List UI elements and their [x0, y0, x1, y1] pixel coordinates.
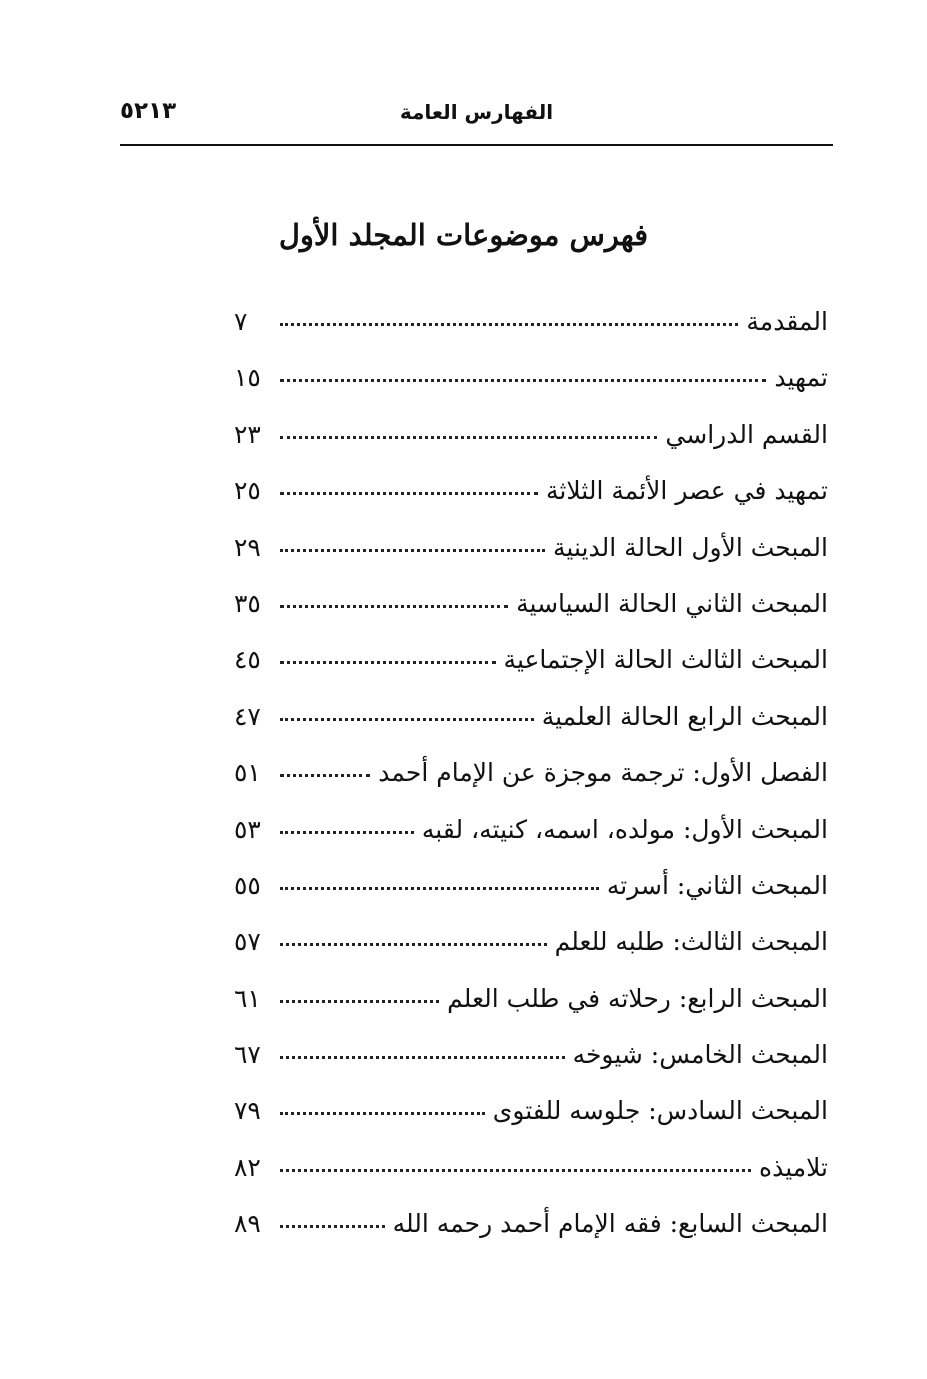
- toc-entry-page-number: ٤٧: [234, 701, 261, 731]
- toc-entry-page-number: ٥١: [234, 758, 261, 788]
- running-header: [120, 96, 833, 140]
- toc-entry-page-number: ١٥: [234, 363, 261, 393]
- toc-dot-leader: [280, 1112, 485, 1115]
- toc-dot-leader: [280, 549, 545, 552]
- running-header-page-number: ٥٢١٣: [120, 98, 177, 124]
- toc-entry-page-number: ٦١: [234, 983, 261, 1013]
- toc-entry: [234, 864, 828, 920]
- toc-dot-leader: [280, 718, 534, 721]
- toc-entry-label: المبحث الثاني الحالة السياسية: [516, 588, 828, 618]
- toc-entry-label: تلاميذه: [758, 1152, 828, 1182]
- toc-dot-leader: [280, 379, 766, 382]
- toc-entry-label: المبحث الثالث الحالة الإجتماعية: [503, 645, 828, 675]
- toc-entry: [234, 751, 828, 807]
- toc-entry-page-number: ٥٣: [234, 814, 261, 844]
- toc-entry-page-number: ٤٥: [234, 645, 261, 675]
- toc-dot-leader: [280, 887, 599, 890]
- toc-dot-leader: [280, 661, 496, 664]
- toc-entry: [234, 469, 828, 525]
- toc-entry-page-number: ٥٥: [234, 870, 261, 900]
- toc-entry: [234, 808, 828, 864]
- toc-entry: [234, 300, 828, 356]
- toc-dot-leader: [280, 831, 414, 834]
- toc-dot-leader: [280, 1056, 565, 1059]
- toc-entry-label: المبحث الثاني: أسرته: [606, 870, 828, 900]
- toc-entry-label: المبحث الخامس: شيوخه: [572, 1040, 828, 1070]
- toc-entry-label: المبحث الرابع: رحلاته في طلب العلم: [447, 983, 828, 1013]
- toc-entry-page-number: ٢٩: [234, 532, 261, 562]
- toc-entry-label: المبحث السادس: جلوسه للفتوى: [492, 1096, 828, 1126]
- toc-entry-page-number: ٥٧: [234, 927, 261, 957]
- toc-entry-label: المبحث الأول الحالة الدينية: [553, 532, 828, 562]
- toc-entry: [234, 526, 828, 582]
- toc-entry-page-number: ٢٣: [234, 419, 261, 449]
- toc-dot-leader: [280, 436, 657, 439]
- toc-entry: [234, 1089, 828, 1145]
- toc-entry: [234, 1146, 828, 1202]
- toc-entry-page-number: ٨٢: [234, 1152, 261, 1182]
- toc-entry-label: المبحث الأول: مولده، اسمه، كنيته، لقبه: [421, 814, 828, 844]
- toc-dot-leader: [280, 323, 738, 326]
- toc-entry-page-number: ٧: [234, 307, 248, 336]
- toc-entry-page-number: ٧٩: [234, 1096, 261, 1126]
- toc-entry: [234, 638, 828, 694]
- header-rule: [120, 144, 833, 146]
- toc-entry-label: الفصل الأول: ترجمة موجزة عن الإمام أحمد: [378, 758, 828, 788]
- toc-dot-leader: [280, 1000, 439, 1003]
- table-of-contents: [234, 300, 828, 1259]
- toc-entry-label: تمهيد: [774, 363, 828, 393]
- toc-entry: [234, 1202, 828, 1258]
- toc-dot-leader: [280, 774, 370, 777]
- toc-dot-leader: [280, 492, 538, 495]
- running-header-title: الفهارس العامة: [399, 100, 554, 124]
- toc-entry-label: المبحث السابع: فقه الإمام أحمد رحمه الله: [392, 1209, 828, 1239]
- section-title: فهرس موضوعات المجلد الأول: [278, 218, 649, 252]
- toc-dot-leader: [280, 1169, 751, 1172]
- toc-entry-page-number: ٨٩: [234, 1209, 261, 1239]
- toc-entry-label: المقدمة: [746, 307, 828, 336]
- toc-entry-label: المبحث الرابع الحالة العلمية: [541, 701, 828, 731]
- toc-entry-page-number: ٦٧: [234, 1040, 261, 1070]
- toc-entry-label: تمهيد في عصر الأئمة الثلاثة: [546, 476, 828, 506]
- toc-entry-page-number: ٣٥: [234, 588, 261, 618]
- toc-entry: [234, 920, 828, 976]
- toc-entry-label: المبحث الثالث: طلبه للعلم: [554, 927, 828, 957]
- toc-entry-label: القسم الدراسي: [665, 419, 828, 449]
- toc-entry: [234, 1033, 828, 1089]
- toc-entry: [234, 413, 828, 469]
- toc-entry: [234, 977, 828, 1033]
- toc-dot-leader: [280, 1225, 385, 1228]
- toc-entry: [234, 582, 828, 638]
- toc-dot-leader: [280, 605, 508, 608]
- toc-entry-page-number: ٢٥: [234, 476, 261, 506]
- toc-dot-leader: [280, 943, 547, 946]
- toc-entry: [234, 356, 828, 412]
- toc-entry: [234, 695, 828, 751]
